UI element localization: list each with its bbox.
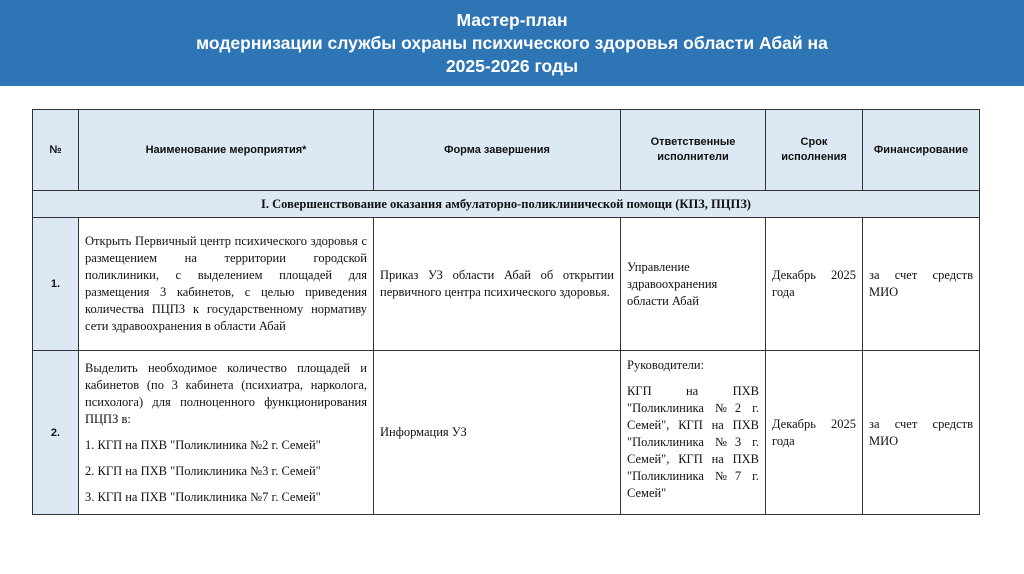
- row-term: Декабрь 2025 года: [766, 351, 863, 515]
- header-term-line2: исполнения: [781, 151, 847, 163]
- table-row: [33, 351, 980, 515]
- header-responsible-line1: Ответственные: [650, 136, 736, 148]
- row-name: Открыть Первичный центр психического здоровья с размещением на территории городской поликлиники, с выделением площадей для размещения 3 кабинетов, с целью приведения количества ПЦПЗ к государственному нормативу сети здравоохранения в области Абай: [79, 218, 374, 351]
- row-responsible-title: Руководители:: [627, 358, 705, 372]
- header-responsible-line2: исполнители: [657, 151, 729, 163]
- row-name: [79, 351, 374, 515]
- row-finance: за счет средств МИО: [863, 351, 980, 515]
- row-name-item-2: 2. КГП на ПХВ "Поликлиника №3 г. Семей": [85, 463, 321, 478]
- header-form: Форма завершения: [374, 110, 621, 191]
- title-line-2: модернизации службы охраны психического здоровья области Абай на: [196, 33, 828, 53]
- header-name: Наименование мероприятия*: [79, 110, 374, 191]
- row-form: Приказ УЗ области Абай об открытии первичного центра психического здоровья.: [374, 218, 621, 351]
- row-name-item-3: 3. КГП на ПХВ "Поликлиника №7 г. Семей": [85, 489, 321, 504]
- title-line-3: 2025-2026 годы: [445, 56, 579, 76]
- header-responsible: [621, 110, 766, 191]
- slide-header: [0, 0, 1024, 86]
- section-row: [33, 191, 980, 218]
- row-name-intro: Выделить необходимое количество площадей и кабинетов (по 3 кабинета (психиатра, нарколога, психолога) для полноценного функционирования ПЦПЗ в:: [85, 360, 367, 426]
- table-header-row: [33, 110, 980, 191]
- header-finance: Финансирование: [863, 110, 980, 191]
- table-row: [33, 218, 980, 351]
- row-num: 1.: [33, 218, 79, 351]
- row-num: 2.: [33, 351, 79, 515]
- header-term-line1: Срок: [800, 136, 828, 148]
- title-line-1: Мастер-план: [456, 10, 568, 30]
- header-term: [766, 110, 863, 191]
- row-form: Информация УЗ: [374, 351, 621, 515]
- row-term: Декабрь 2025 года: [766, 218, 863, 351]
- row-responsible: Управление здравоохранения области Абай: [621, 218, 766, 351]
- master-plan-table: [32, 109, 980, 515]
- row-finance: за счет средств МИО: [863, 218, 980, 351]
- row-responsible: [621, 351, 766, 515]
- row-responsible-body: КГП на ПХВ "Поликлиника №2 г. Семей", КГП на ПХВ "Поликлиника №3 г. Семей", КГП на ПХВ "Поликлиника №7 г. Семей": [627, 384, 759, 500]
- row-name-item-1: 1. КГП на ПХВ "Поликлиника №2 г. Семей": [85, 437, 321, 452]
- header-num: №: [33, 110, 79, 191]
- section-title: I. Совершенствование оказания амбулаторно-поликлинической помощи (КПЗ, ПЦПЗ): [33, 191, 980, 218]
